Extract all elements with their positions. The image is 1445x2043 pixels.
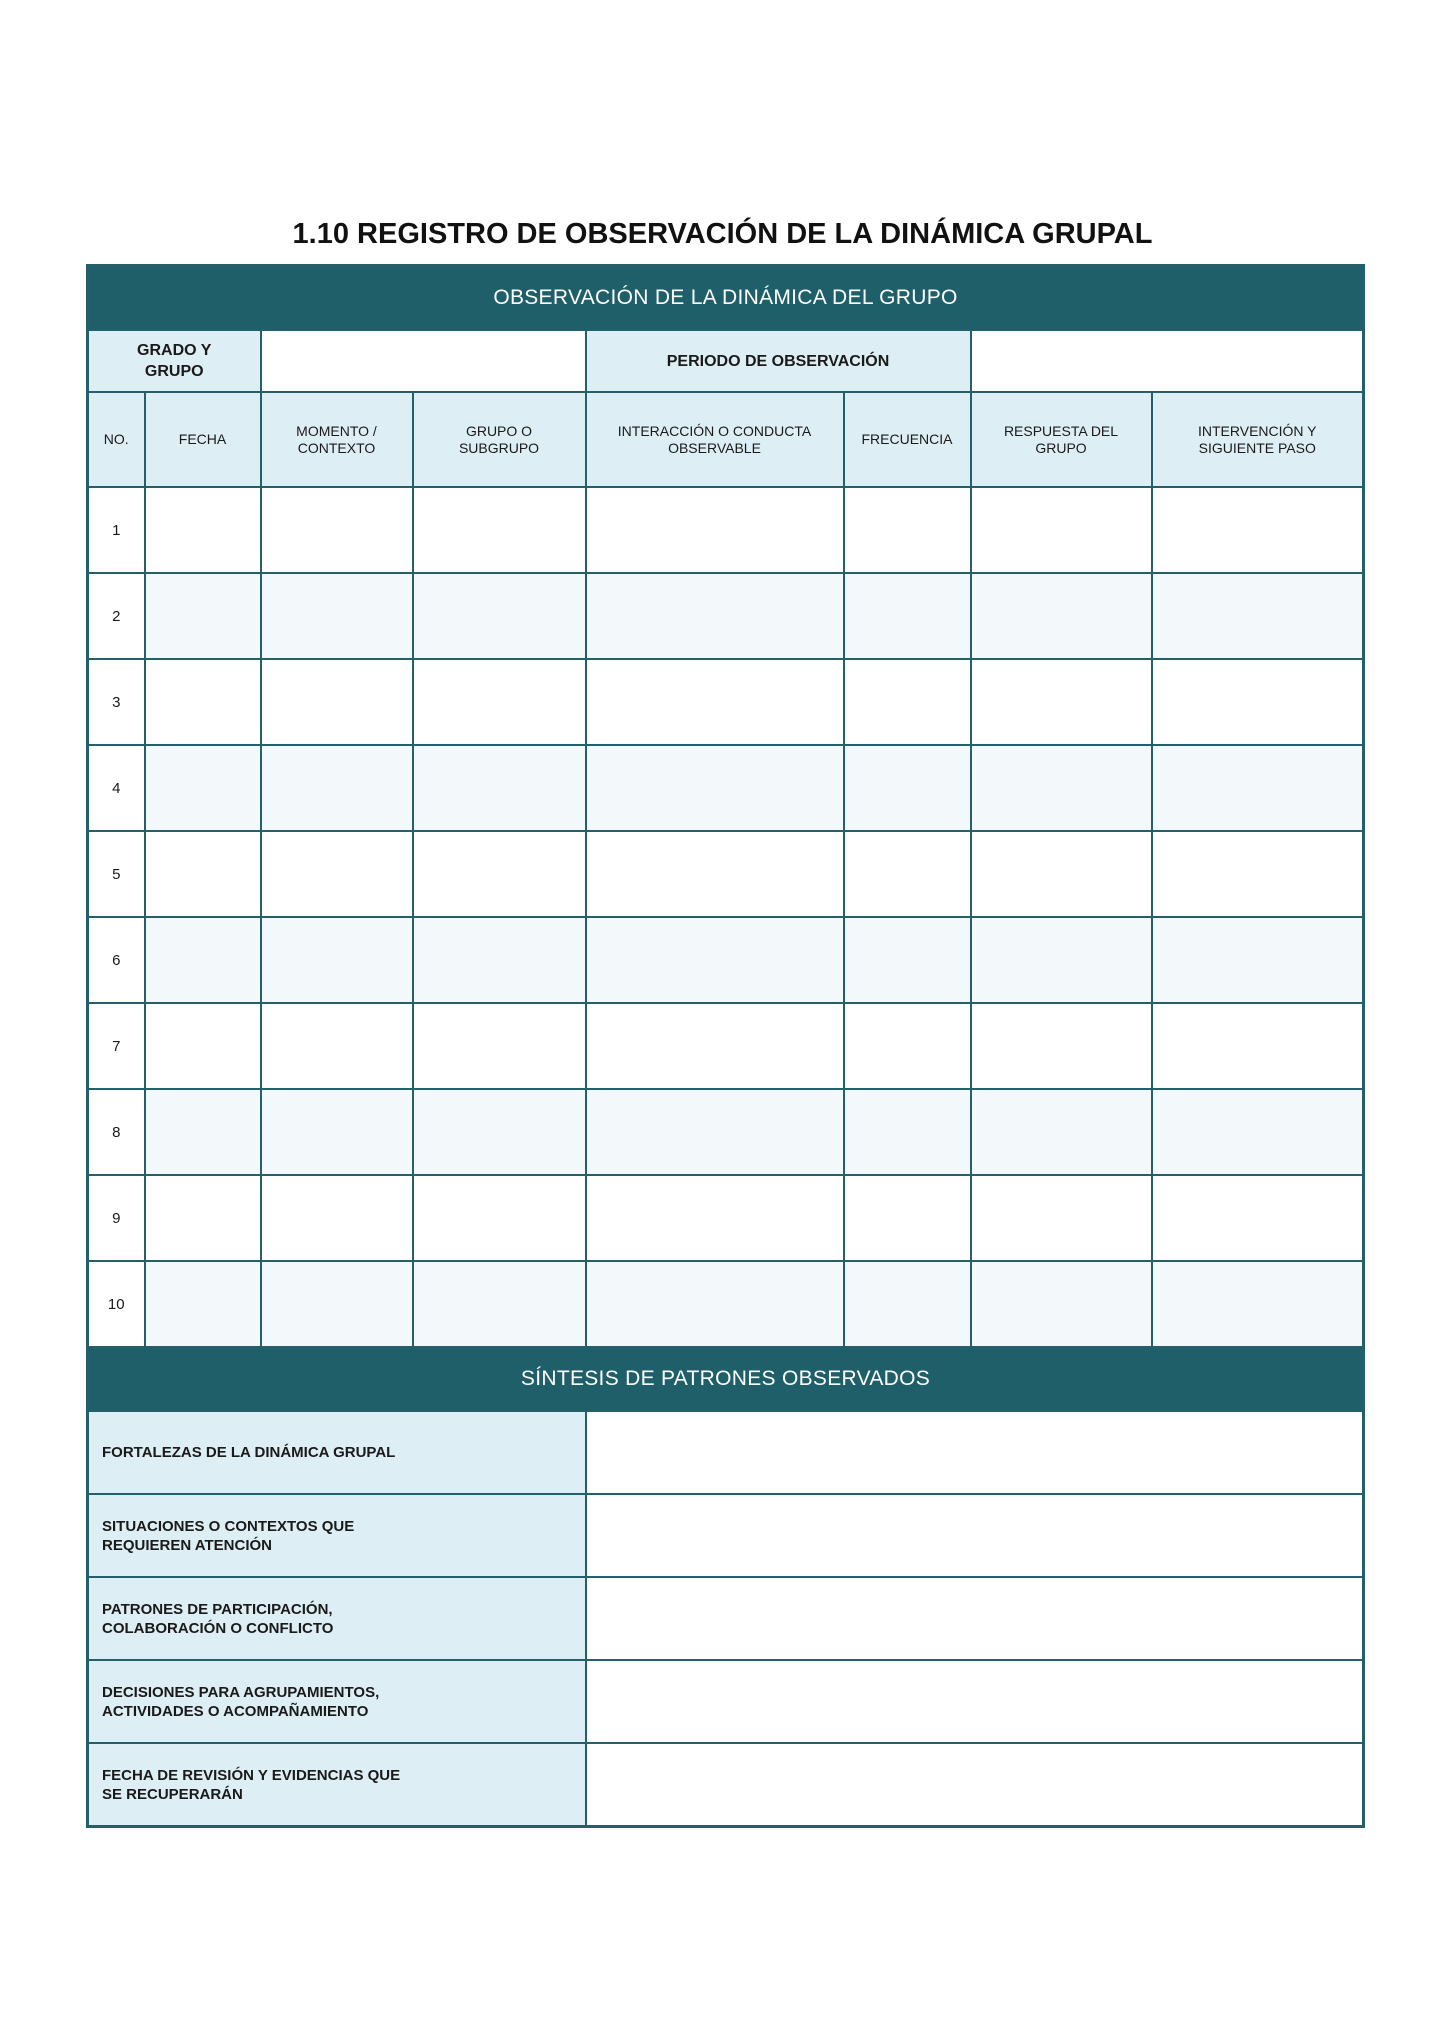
row-number: 9 — [88, 1175, 145, 1261]
row-number: 1 — [88, 487, 145, 573]
column-header — [145, 392, 261, 487]
table-cell[interactable] — [1152, 917, 1364, 1003]
synthesis-row — [88, 1411, 1364, 1494]
table-row — [88, 1089, 1364, 1175]
table-row — [88, 487, 1364, 573]
table-cell[interactable] — [586, 745, 844, 831]
table-cell[interactable] — [261, 487, 413, 573]
column-header — [1152, 392, 1364, 487]
table-cell[interactable] — [145, 1261, 261, 1347]
column-header-label: RESPUESTA DEL GRUPO — [1003, 422, 1119, 456]
table-cell[interactable] — [844, 745, 971, 831]
table-cell[interactable] — [586, 573, 844, 659]
synthesis-row — [88, 1494, 1364, 1577]
table-cell[interactable] — [413, 1261, 586, 1347]
table-cell[interactable] — [261, 659, 413, 745]
column-header-label: FECHA — [178, 431, 227, 447]
table-cell[interactable] — [586, 1003, 844, 1089]
table-cell[interactable] — [844, 831, 971, 917]
table-cell[interactable] — [586, 831, 844, 917]
table-cell[interactable] — [844, 573, 971, 659]
row-number: 4 — [88, 745, 145, 831]
table-cell[interactable] — [413, 487, 586, 573]
table-cell[interactable] — [971, 1089, 1152, 1175]
table-cell[interactable] — [971, 831, 1152, 917]
table-cell[interactable] — [1152, 573, 1364, 659]
column-header — [413, 392, 586, 487]
table-cell[interactable] — [1152, 1003, 1364, 1089]
table-cell[interactable] — [971, 573, 1152, 659]
table-cell[interactable] — [261, 1089, 413, 1175]
table-row — [88, 573, 1364, 659]
table-cell[interactable] — [586, 1175, 844, 1261]
synthesis-field[interactable] — [586, 1577, 1364, 1660]
synthesis-label-text: SITUACIONES O CONTEXTOS QUE REQUIEREN ATENCIÓN — [102, 1517, 355, 1554]
table-cell[interactable] — [413, 831, 586, 917]
synthesis-label-text: FECHA DE REVISIÓN Y EVIDENCIAS QUE SE RECUPERARÁN — [102, 1766, 401, 1803]
table-cell[interactable] — [1152, 1175, 1364, 1261]
column-header-label: INTERACCIÓN O CONDUCTA OBSERVABLE — [617, 422, 812, 456]
table-row — [88, 917, 1364, 1003]
row-number: 5 — [88, 831, 145, 917]
table-cell[interactable] — [145, 1175, 261, 1261]
page-title: 1.10 REGISTRO DE OBSERVACIÓN DE LA DINÁMICA GRUPAL — [292, 218, 1153, 250]
row-number: 6 — [88, 917, 145, 1003]
observation-banner: OBSERVACIÓN DE LA DINÁMICA DEL GRUPO — [88, 266, 1364, 331]
table-cell[interactable] — [413, 573, 586, 659]
table-cell[interactable] — [844, 1089, 971, 1175]
table-cell[interactable] — [971, 1261, 1152, 1347]
synthesis-row — [88, 1577, 1364, 1660]
synthesis-row — [88, 1743, 1364, 1827]
grado-grupo-text: GRADO Y GRUPO — [137, 342, 212, 380]
synthesis-field[interactable] — [586, 1743, 1364, 1827]
table-cell[interactable] — [971, 1175, 1152, 1261]
table-cell[interactable] — [413, 659, 586, 745]
synthesis-label-text: FORTALEZAS DE LA DINÁMICA GRUPAL — [102, 1444, 396, 1461]
column-header — [844, 392, 971, 487]
table-cell[interactable] — [1152, 1089, 1364, 1175]
table-row — [88, 745, 1364, 831]
observation-form — [86, 264, 1365, 1828]
table-cell[interactable] — [844, 1175, 971, 1261]
table-cell[interactable] — [1152, 1261, 1364, 1347]
table-cell[interactable] — [261, 1003, 413, 1089]
table-cell[interactable] — [586, 487, 844, 573]
table-cell[interactable] — [586, 1089, 844, 1175]
table-cell[interactable] — [1152, 487, 1364, 573]
synthesis-label-text: DECISIONES PARA AGRUPAMIENTOS, ACTIVIDADES O ACOMPAÑAMIENTO — [102, 1683, 380, 1720]
table-cell[interactable] — [1152, 659, 1364, 745]
synthesis-banner: SÍNTESIS DE PATRONES OBSERVADOS — [88, 1347, 1364, 1411]
periodo-field[interactable] — [971, 330, 1364, 392]
table-cell[interactable] — [971, 745, 1152, 831]
table-cell[interactable] — [145, 487, 261, 573]
column-header — [586, 392, 844, 487]
table-cell[interactable] — [261, 745, 413, 831]
table-cell[interactable] — [413, 1003, 586, 1089]
table-cell[interactable] — [586, 917, 844, 1003]
table-cell[interactable] — [413, 1175, 586, 1261]
table-cell[interactable] — [971, 1003, 1152, 1089]
column-header-label: MOMENTO / CONTEXTO — [296, 422, 377, 456]
synthesis-label — [88, 1494, 586, 1577]
table-cell[interactable] — [413, 917, 586, 1003]
row-number: 8 — [88, 1089, 145, 1175]
table-row — [88, 1003, 1364, 1089]
table-cell[interactable] — [145, 1003, 261, 1089]
table-cell[interactable] — [413, 745, 586, 831]
table-cell[interactable] — [971, 659, 1152, 745]
synthesis-field[interactable] — [586, 1660, 1364, 1743]
synthesis-field[interactable] — [586, 1494, 1364, 1577]
row-number: 3 — [88, 659, 145, 745]
row-number: 10 — [88, 1261, 145, 1347]
table-cell[interactable] — [261, 917, 413, 1003]
table-cell[interactable] — [844, 659, 971, 745]
table-cell[interactable] — [844, 917, 971, 1003]
column-header-label: INTERVENCIÓN Y SIGUIENTE PASO — [1197, 422, 1317, 456]
column-header-label: FRECUENCIA — [861, 431, 953, 447]
table-cell[interactable] — [844, 1003, 971, 1089]
column-header-label: NO. — [103, 431, 129, 447]
synthesis-label — [88, 1577, 586, 1660]
synthesis-field[interactable] — [586, 1411, 1364, 1494]
row-number: 2 — [88, 573, 145, 659]
synthesis-row — [88, 1660, 1364, 1743]
table-cell[interactable] — [971, 917, 1152, 1003]
synthesis-label-text: PATRONES DE PARTICIPACIÓN, COLABORACIÓN O CONFLICTO — [102, 1600, 334, 1637]
table-cell[interactable] — [145, 573, 261, 659]
grado-grupo-label — [88, 330, 261, 392]
table-cell[interactable] — [145, 659, 261, 745]
table-cell[interactable] — [145, 1089, 261, 1175]
table-cell[interactable] — [1152, 745, 1364, 831]
table-row — [88, 831, 1364, 917]
table-cell[interactable] — [1152, 831, 1364, 917]
table-row — [88, 1261, 1364, 1347]
table-row — [88, 1175, 1364, 1261]
table-cell[interactable] — [145, 917, 261, 1003]
table-cell[interactable] — [971, 487, 1152, 573]
table-cell[interactable] — [413, 1089, 586, 1175]
column-header — [261, 392, 413, 487]
synthesis-label — [88, 1411, 586, 1494]
column-header — [971, 392, 1152, 487]
table-cell[interactable] — [261, 831, 413, 917]
table-cell[interactable] — [145, 831, 261, 917]
table-cell[interactable] — [586, 1261, 844, 1347]
row-number: 7 — [88, 1003, 145, 1089]
grado-grupo-field[interactable] — [261, 330, 586, 392]
table-cell[interactable] — [586, 659, 844, 745]
column-header-label: GRUPO O SUBGRUPO — [458, 422, 540, 456]
table-cell[interactable] — [261, 1261, 413, 1347]
table-cell[interactable] — [844, 487, 971, 573]
table-cell[interactable] — [145, 745, 261, 831]
periodo-label: PERIODO DE OBSERVACIÓN — [586, 330, 971, 392]
table-row — [88, 659, 1364, 745]
column-header — [88, 392, 145, 487]
table-cell[interactable] — [261, 1175, 413, 1261]
table-cell[interactable] — [261, 573, 413, 659]
table-cell[interactable] — [844, 1261, 971, 1347]
synthesis-label — [88, 1743, 586, 1827]
synthesis-label — [88, 1660, 586, 1743]
